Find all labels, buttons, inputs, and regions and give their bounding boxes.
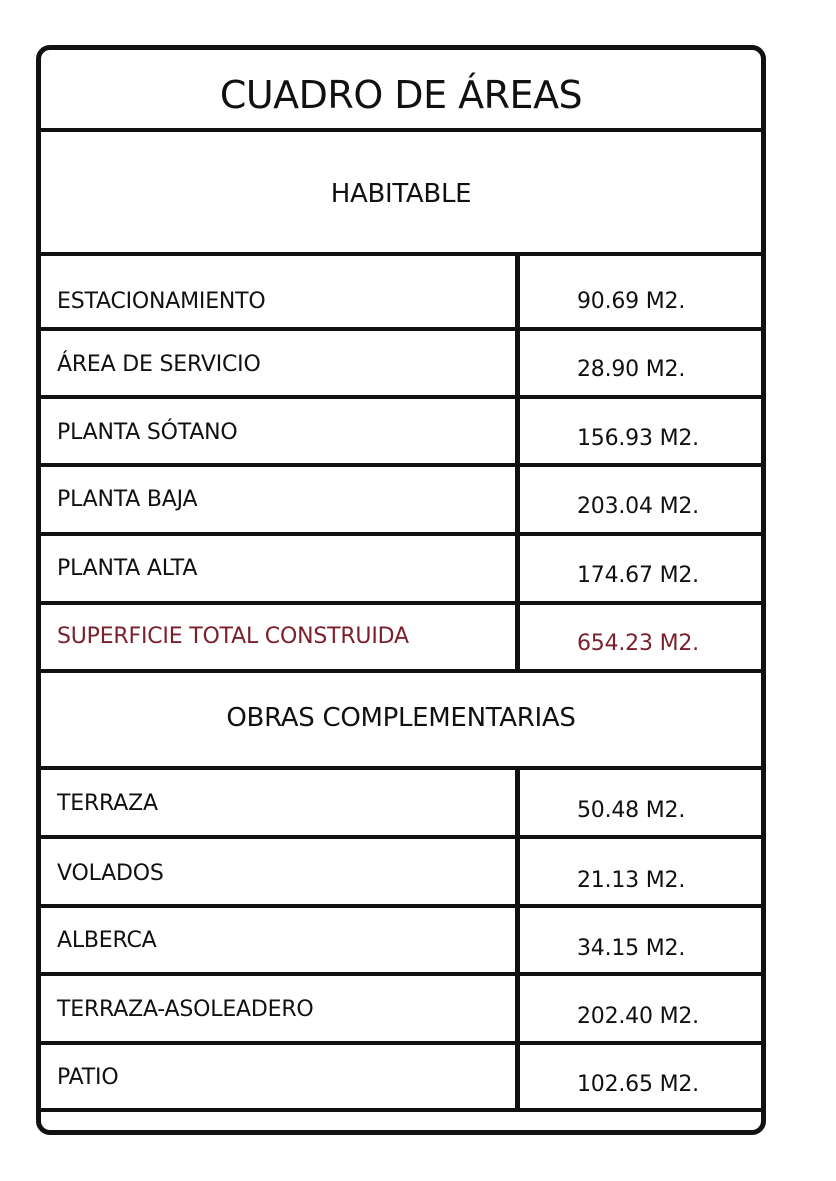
divider-row [36,395,766,399]
row-value: 174.67 M2. [577,563,699,588]
divider-row [36,601,766,605]
total-value: 654.23 M2. [577,631,699,656]
row-label: ALBERCA [57,928,157,953]
row-value: 202.40 M2. [577,1004,699,1029]
divider-row [36,532,766,536]
row-label: VOLADOS [57,861,164,886]
row-value: 34.15 M2. [577,936,686,961]
section-heading-complementarias: OBRAS COMPLEMENTARIAS [226,703,576,733]
divider-row [36,327,766,331]
row-label: ESTACIONAMIENTO [57,289,266,314]
divider-title [36,128,766,132]
row-value: 90.69 M2. [577,289,686,314]
row-label: TERRAZA [57,791,158,816]
row-label: PLANTA BAJA [57,487,198,512]
divider-habitable-heading [36,252,766,256]
row-label: PATIO [57,1065,119,1090]
table-title: CUADRO DE ÁREAS [219,73,583,117]
divider-row [36,904,766,908]
row-value: 50.48 M2. [577,798,686,823]
column-separator-habitable [515,254,520,670]
column-separator-complementarias [515,768,520,1110]
row-value: 102.65 M2. [577,1072,699,1097]
row-label: PLANTA SÓTANO [57,420,238,445]
divider-bottom [36,1108,766,1112]
divider-row [36,972,766,976]
divider-row [36,835,766,839]
row-label: TERRAZA-ASOLEADERO [57,997,314,1022]
divider-row [36,463,766,467]
row-value: 203.04 M2. [577,494,699,519]
row-value: 21.13 M2. [577,868,686,893]
row-label: PLANTA ALTA [57,556,198,581]
row-value: 156.93 M2. [577,426,699,451]
row-label: ÁREA DE SERVICIO [57,352,261,377]
total-label: SUPERFICIE TOTAL CONSTRUIDA [57,624,409,649]
row-value: 28.90 M2. [577,357,686,382]
divider-total [36,669,766,673]
divider-complementarias-heading [36,766,766,770]
divider-row [36,1041,766,1045]
section-heading-habitable: HABITABLE [330,179,472,209]
